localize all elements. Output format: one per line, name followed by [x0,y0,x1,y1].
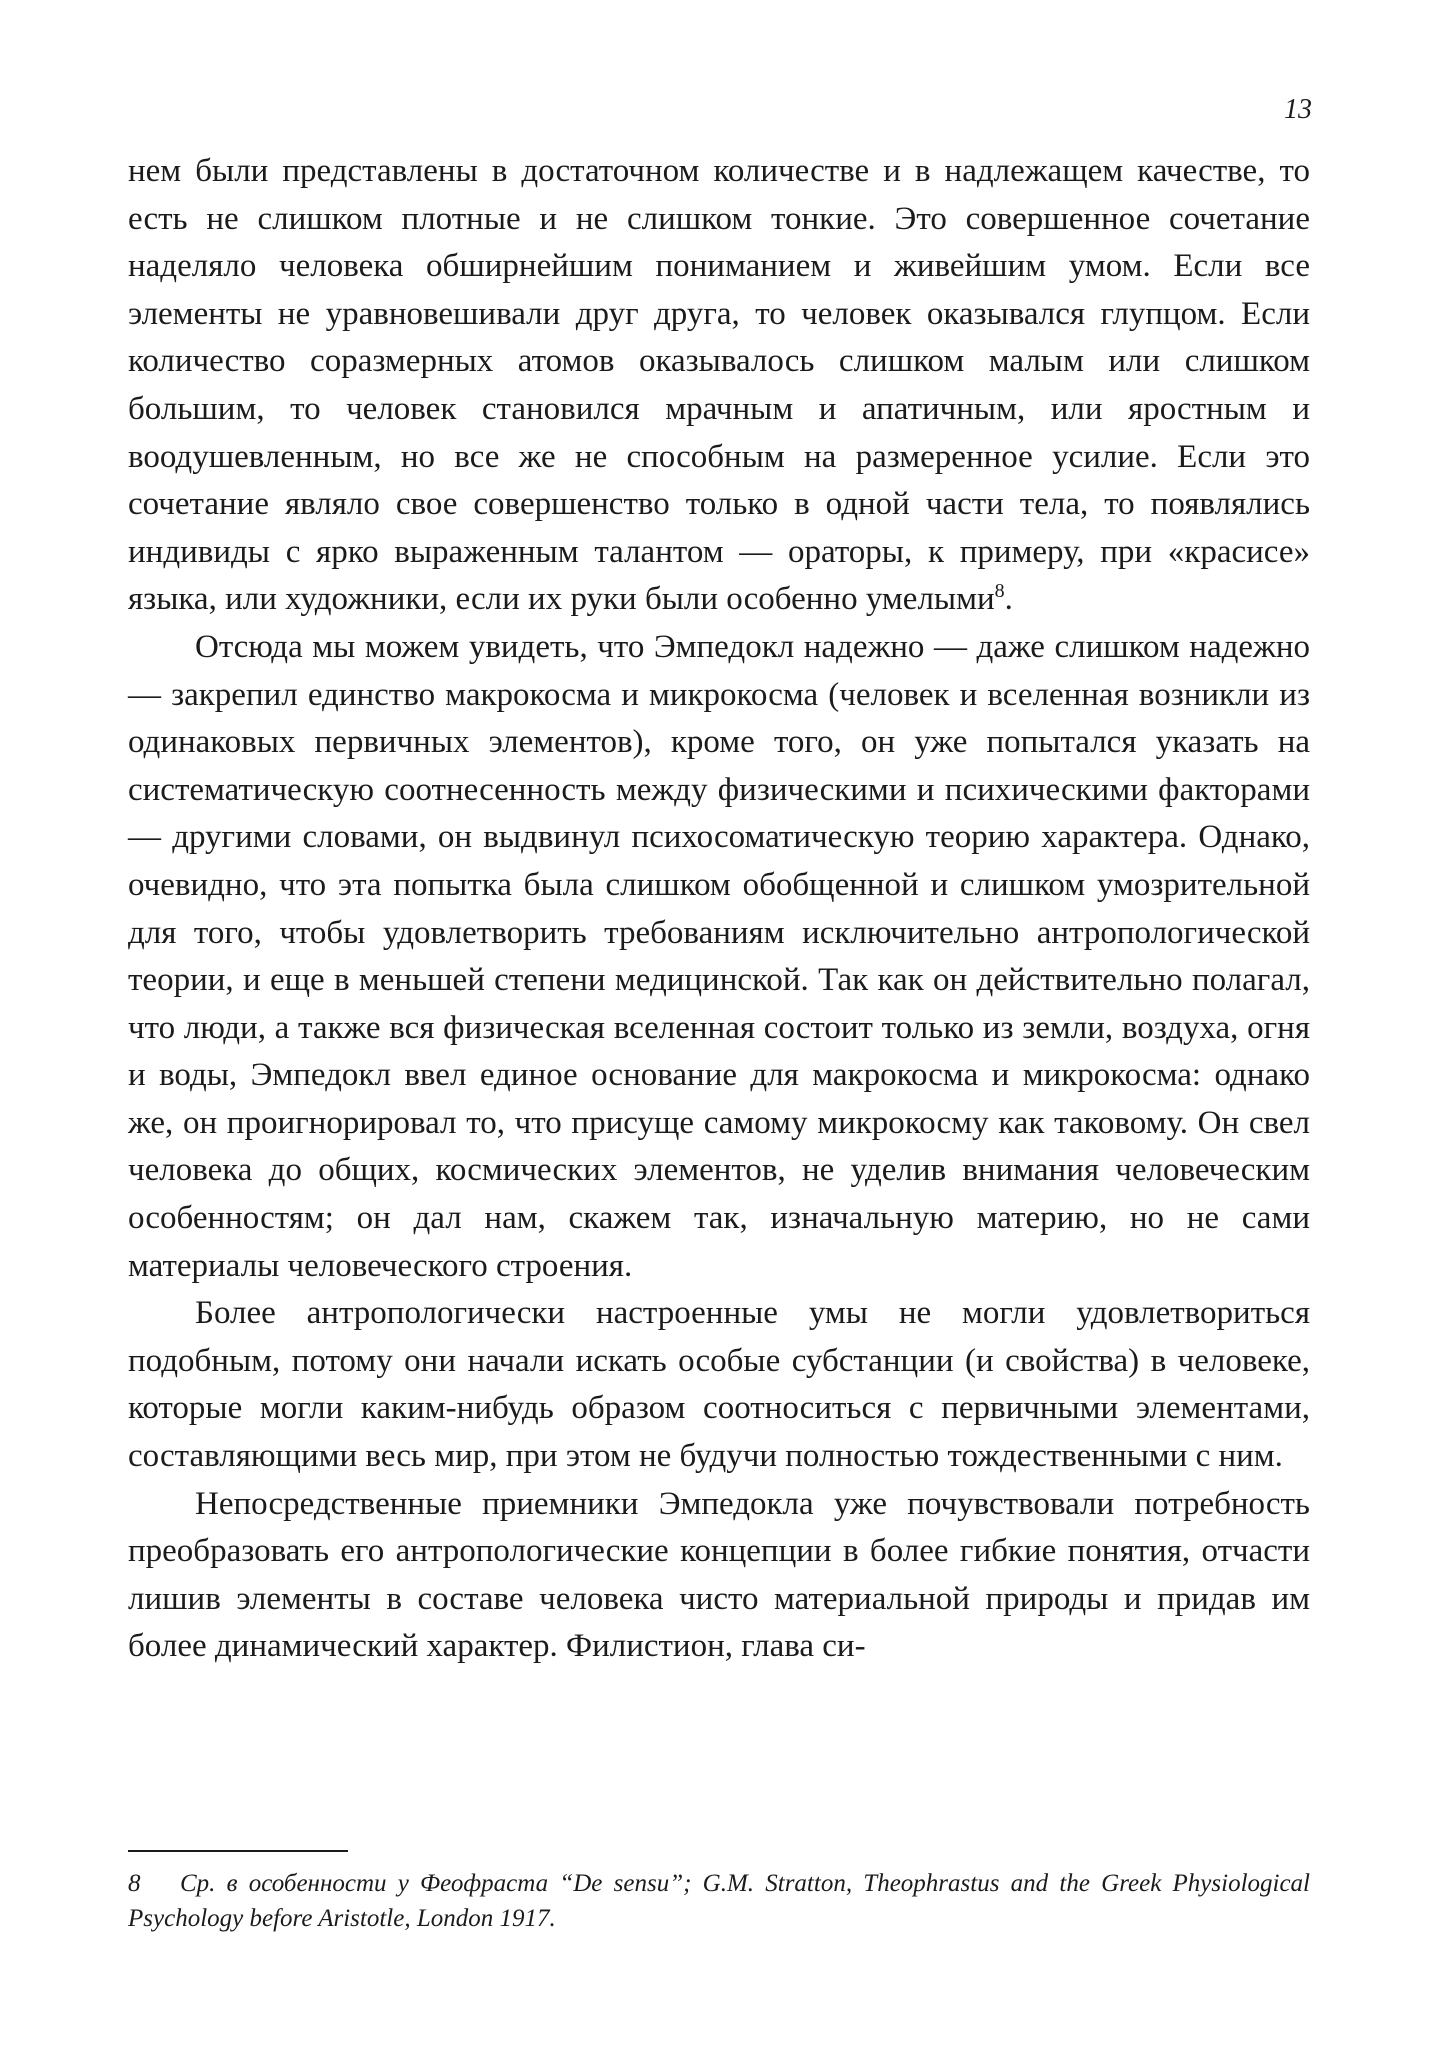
footnote-divider [128,1850,348,1852]
page-number: 13 [1284,94,1312,125]
paragraph-1-end: . [1004,581,1013,618]
footnote [128,1866,1310,1936]
paragraph-1 [128,148,1310,624]
paragraph-4: Непосредственные приемники Эмпедокла уже почувствовали потребность преобразовать его антропологические концепции в более гибкие понятия, отчасти лишив элементы в составе человека чисто материальной природы и придав им более динамический характер. Филистион, глава си- [128,1485,1310,1665]
paragraph-3: Более антропологически настроенные умы не могли удовлетвориться подобным, потому они начали искать особые субстанции (и свойства) в человеке, которые могли каким-нибудь образом соотноситься с первичными элементами, составляющими весь мир, при этом не будучи полностью тождественными с ним. [128,1295,1310,1475]
paragraph-1-text: нем были представлены в достаточном количестве и в надлежащем качестве, то есть не слишком плотные и не слишком тонкие. Это совершенное сочетание наделяло человека обширнейшим пониманием и живейшим умом. Если все элементы не уравновешивали друг друга, то человек оказывался глупцом. Если количество соразмерных атомов оказывалось слишком малым или слишком большим, то человек становился мрачным и апатичным, или яростным и воодушевленным, но все же не способным на размеренное усилие. Если это сочетание являло свое совершенство только в одной части тела, то появлялись индивиды с ярко выраженным талантом — ораторы, к примеру, при «красисе» языка, или художники, если их руки были особенно умелыми [128,153,1310,618]
paragraph-2: Отсюда мы можем увидеть, что Эмпедокл надежно — даже слишком надежно — закрепил единство макрокосма и микрокосма (человек и вселенная возникли из одинаковых первичных элементов), кроме того, он уже попытался указать на систематическую соотнесенность между физическими и психическими факторами — другими словами, он выдвинул психосоматическую теорию характера. Однако, очевидно, что эта попытка была слишком обобщенной и слишком умозрительной для того, чтобы удовлетворить требованиям исключительно антропологической теории, и еще в меньшей степени медицинской. Так как он действительно полагал, что люди, а также вся физическая вселенная состоит только из земли, воздуха, огня и воды, Эмпедокл ввел единое основание для макрокосма и микрокосма: однако же, он проигнорировал то, что присуще самому микрокосму как таковому. Он свел человека до общих, космических элементов, не уделив внимания человеческим особенностям; он дал нам, скажем так, изначальную материю, но не сами материалы человеческого строения. [128,628,1310,1284]
footnote-number: 8 [128,1870,141,1897]
footnote-reference[interactable]: 8 [994,580,1005,603]
footnote-text: Ср. в особенности у Феофраста “De sensu”; G.M. Stratton, Theophrastus and the Greek Physiological Psychology before Aristotle, London 1917. [128,1870,1310,1932]
main-text [128,148,1310,1671]
